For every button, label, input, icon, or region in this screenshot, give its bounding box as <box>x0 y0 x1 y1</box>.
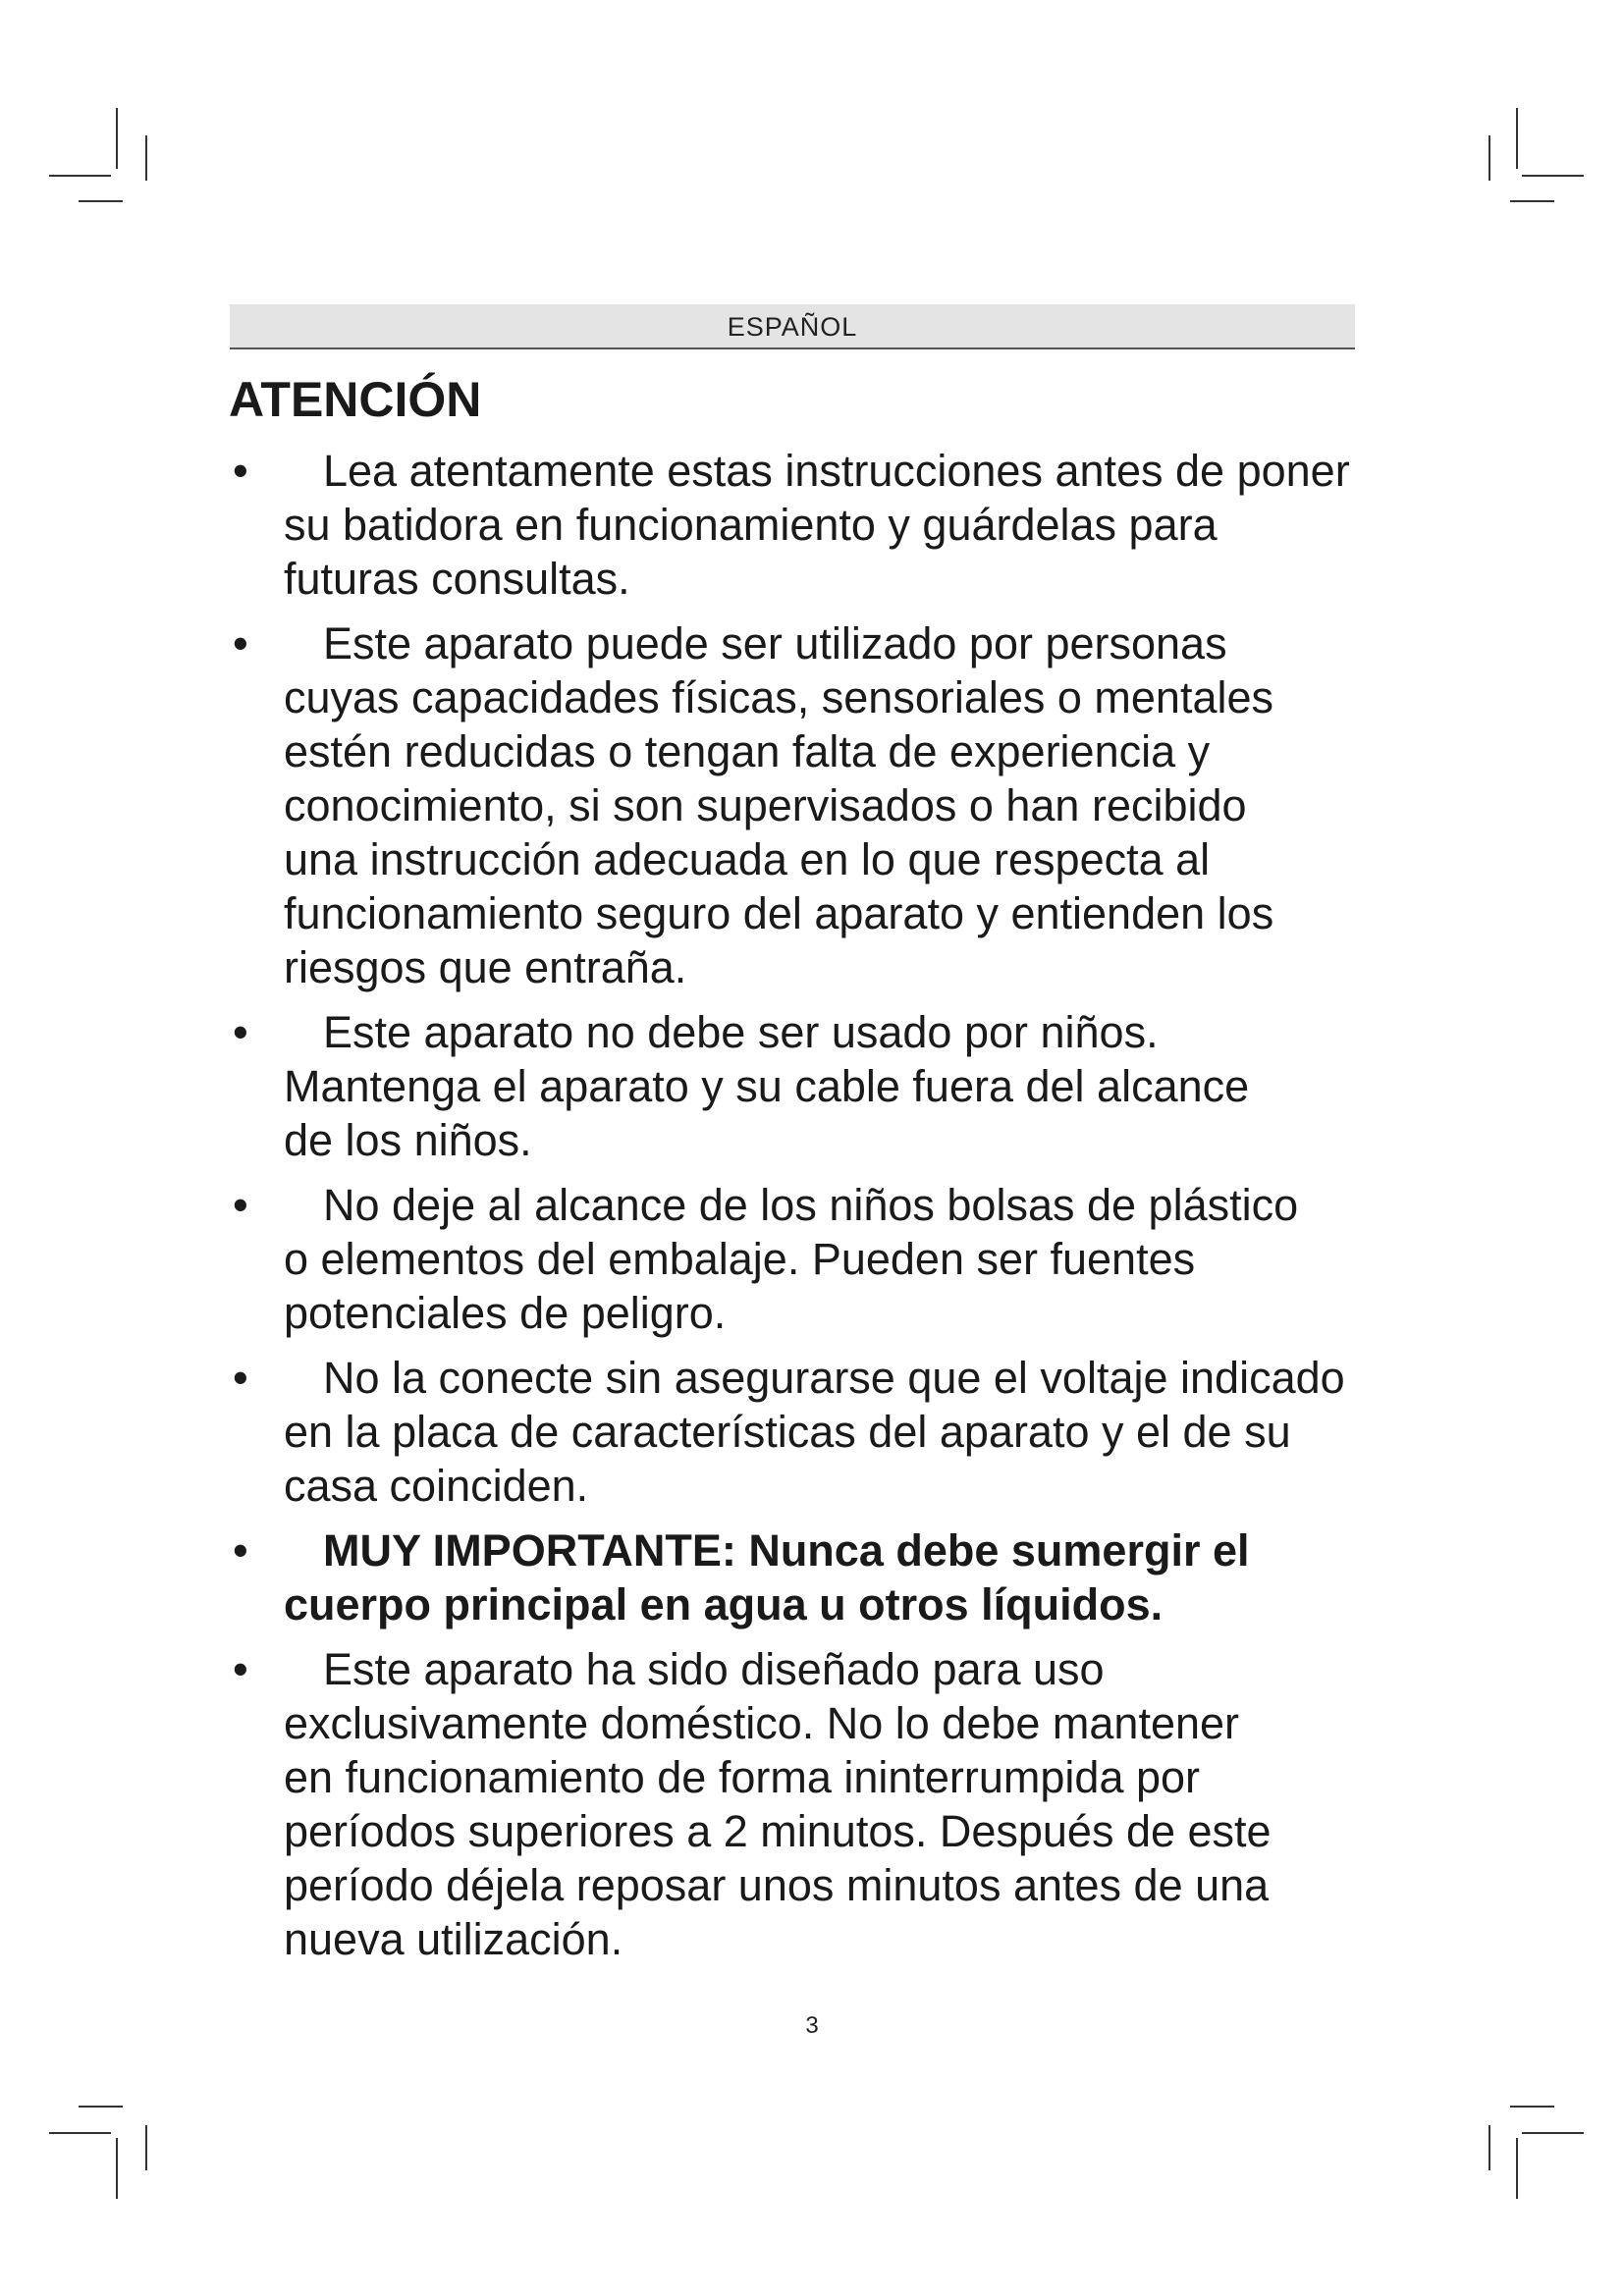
crop-mark-bottom-left-horizontal-inner <box>79 2106 123 2108</box>
warning-item-2 <box>229 616 1407 994</box>
language-header-bar <box>230 304 1355 349</box>
crop-mark-bottom-left-vertical <box>116 2138 118 2199</box>
crop-mark-bottom-right-horizontal <box>1522 2132 1584 2134</box>
warning-item-line: No deje al alcance de los niños bolsas de plástico <box>323 1180 1299 1230</box>
bullet-icon: • <box>233 1007 248 1057</box>
warning-item-line: exclusivamente doméstico. No lo debe mantener <box>284 1698 1240 1748</box>
warning-item-line: cuerpo principal en agua u otros líquidos. <box>284 1579 1164 1629</box>
warning-item-line: Mantenga el aparato y su cable fuera del alcance <box>284 1061 1250 1111</box>
page-number: 3 <box>805 2012 819 2039</box>
warning-item-line: nueva utilización. <box>284 1914 623 1964</box>
warning-item-5 <box>229 1351 1407 1513</box>
crop-mark-top-left-horizontal <box>49 175 111 177</box>
crop-mark-top-right-horizontal <box>1522 175 1584 177</box>
section-title: ATENCIÓN <box>229 372 482 427</box>
warning-item-line: una instrucción adecuada en lo que respecta al <box>284 834 1211 884</box>
bullet-icon: • <box>233 1644 248 1694</box>
warning-item-line: de los niños. <box>284 1115 532 1165</box>
warning-item-line: funcionamiento seguro del aparato y entienden los <box>284 888 1274 938</box>
bullet-icon: • <box>233 1180 248 1230</box>
crop-mark-top-right-horizontal-inner <box>1510 200 1554 202</box>
crop-mark-bottom-right-vertical-inner <box>1489 2125 1490 2170</box>
language-label: ESPAÑOL <box>727 312 858 342</box>
warning-item-line: período déjela reposar unos minutos antes de una <box>284 1860 1270 1910</box>
bullet-icon: • <box>233 1353 248 1403</box>
warning-item-line: MUY IMPORTANTE: Nunca debe sumergir el <box>323 1525 1250 1575</box>
warning-item-line: casa coinciden. <box>284 1461 589 1511</box>
warning-list <box>229 444 1407 1977</box>
bullet-icon: • <box>233 618 248 668</box>
warning-item-line: cuyas capacidades físicas, sensoriales o mentales <box>284 672 1274 722</box>
crop-mark-top-right-vertical-inner <box>1489 135 1490 181</box>
warning-item-line: estén reducidas o tengan falta de experiencia y <box>284 726 1211 776</box>
warning-item-3 <box>229 1005 1407 1167</box>
warning-item-4 <box>229 1178 1407 1340</box>
crop-mark-top-left-horizontal-inner <box>79 200 123 202</box>
crop-mark-bottom-left-horizontal <box>49 2132 111 2134</box>
crop-mark-bottom-left-vertical-inner <box>145 2125 147 2170</box>
warning-item-line: Este aparato ha sido diseñado para uso <box>323 1644 1105 1694</box>
crop-mark-top-right-vertical <box>1516 108 1518 169</box>
crop-mark-top-left-vertical-inner <box>145 135 147 181</box>
bullet-icon: • <box>233 1525 248 1575</box>
warning-item-line: conocimiento, si son supervisados o han recibido <box>284 780 1247 830</box>
warning-item-line: o elementos del embalaje. Pueden ser fuentes <box>284 1234 1196 1284</box>
warning-item-line: su batidora en funcionamiento y guárdelas para <box>284 500 1218 550</box>
warning-item-line: Lea atentamente estas instrucciones antes de poner <box>323 446 1350 496</box>
warning-item-line: potenciales de peligro. <box>284 1288 727 1338</box>
warning-item-7 <box>229 1642 1407 1966</box>
crop-mark-bottom-right-horizontal-inner <box>1510 2106 1554 2108</box>
warning-item-1 <box>229 444 1407 606</box>
bullet-icon: • <box>233 446 248 496</box>
warning-item-line: futuras consultas. <box>284 554 630 604</box>
warning-item-line: Este aparato puede ser utilizado por personas <box>323 618 1227 668</box>
warning-item-line: en funcionamiento de forma ininterrumpida por <box>284 1752 1201 1802</box>
crop-mark-top-left-vertical <box>116 108 118 169</box>
warning-item-6-important <box>229 1523 1407 1631</box>
crop-mark-bottom-right-vertical <box>1516 2138 1518 2199</box>
warning-item-line: períodos superiores a 2 minutos. Después de este <box>284 1806 1272 1856</box>
warning-item-line: en la placa de características del aparato y el de su <box>284 1407 1291 1457</box>
warning-item-line: riesgos que entraña. <box>284 942 687 992</box>
warning-item-line: Este aparato no debe ser usado por niños. <box>323 1007 1159 1057</box>
warning-item-line: No la conecte sin asegurarse que el voltaje indicado <box>323 1353 1345 1403</box>
